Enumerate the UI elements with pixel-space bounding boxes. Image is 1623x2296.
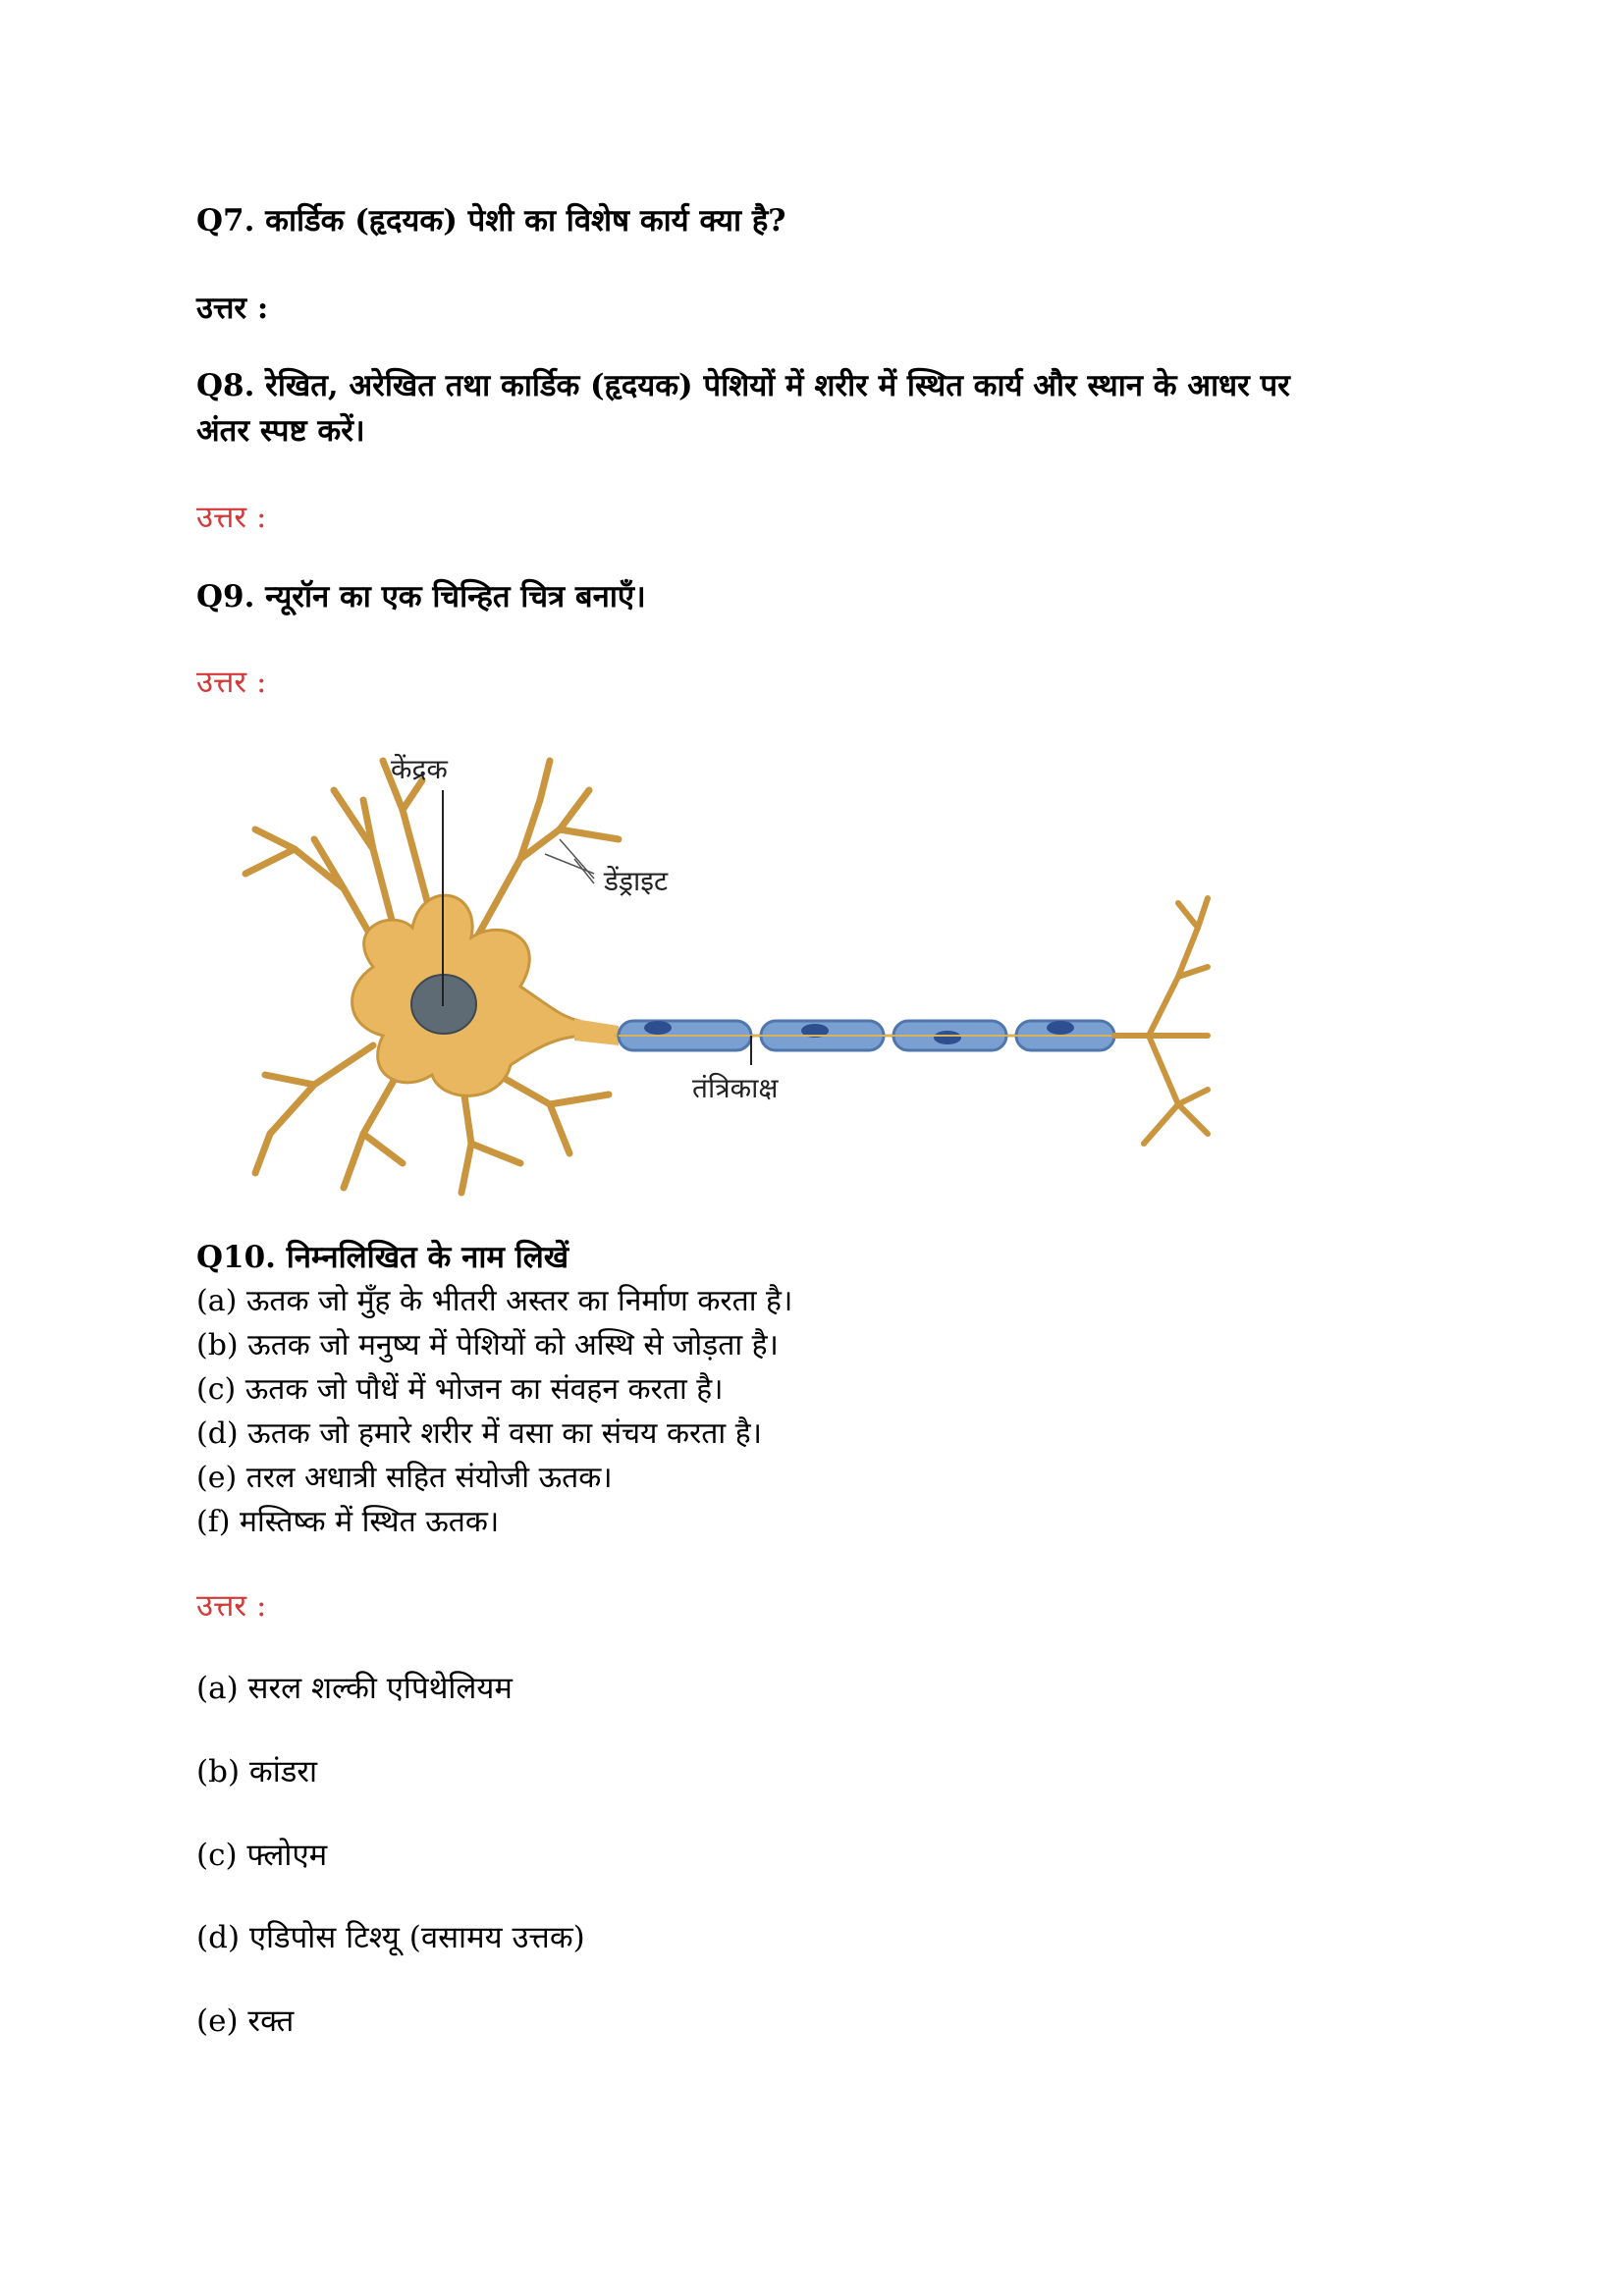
q7-text: कार्डिक (हृदयक) पेशी का विशेष कार्य क्या है? <box>265 203 786 239</box>
question-q7 <box>196 198 785 243</box>
q8-text-line2: अंतर स्पष्ट करें। <box>196 413 365 449</box>
q7-answer-label: उत्तर : <box>196 291 269 326</box>
q10-answer-a: (a) सरल शल्की एपिथेलियम <box>196 1671 513 1706</box>
q10-item-e: (e) तरल अधात्री सहित संयोजी ऊतक। <box>196 1461 613 1495</box>
q10-item-f: (f) मस्तिष्क में स्थित ऊतक। <box>196 1505 500 1539</box>
q10-answer-d: (d) एडिपोस टिश्यू (वसामय उत्तक) <box>196 1920 585 1955</box>
q10-item-d: (d) ऊतक जो हमारे शरीर में वसा का संचय करता है। <box>196 1416 763 1451</box>
q10-item-c: (c) ऊतक जो पौधें में भोजन का संवहन करता है। <box>196 1372 724 1407</box>
q9-text: न्यूरॉन का एक चिन्हित चित्र बनाएँ। <box>265 579 646 614</box>
axon <box>614 1021 1114 1050</box>
q9-answer-label: उत्तर : <box>196 665 267 700</box>
q10-item-a: (a) ऊतक जो मुँह के भीतरी अस्तर का निर्माण करता है। <box>196 1284 793 1318</box>
nucleus-label: केंद्रक <box>391 753 448 785</box>
q8-answer-label: उत्तर : <box>196 500 267 535</box>
q10-number: Q10. <box>196 1240 276 1275</box>
axon-terminals <box>1114 898 1208 1144</box>
axon-label: तंत्रिकाक्ष <box>692 1072 779 1104</box>
dendrite-pointer-lines <box>545 839 594 883</box>
question-q10 <box>196 1235 568 1280</box>
q8-number: Q8. <box>196 368 255 403</box>
q9-number: Q9. <box>196 579 255 614</box>
q10-answer-c: (c) फ्लोएम <box>196 1838 328 1873</box>
q10-text: निम्नलिखित के नाम लिखें <box>286 1240 569 1275</box>
neuron-diagram <box>226 741 1247 1202</box>
dendrite-label: डेंड्राइट <box>604 865 669 897</box>
question-q9 <box>196 574 646 619</box>
q10-answer-b: (b) कांडरा <box>196 1754 318 1789</box>
question-q8 <box>196 363 1290 454</box>
q10-answer-e: (e) रक्त <box>196 2003 295 2039</box>
q10-answer-label: उत्तर : <box>196 1588 267 1624</box>
axon-hillock <box>574 1019 619 1045</box>
q8-text-line1: रेखित, अरेखित तथा कार्डिक (हृदयक) पेशियों में शरीर में स्थित कार्य और स्थान के आधर पर <box>265 368 1290 403</box>
q10-item-b: (b) ऊतक जो मनुष्य में पेशियों को अस्थि से जोड़ता है। <box>196 1328 779 1362</box>
q7-number: Q7. <box>196 203 255 239</box>
